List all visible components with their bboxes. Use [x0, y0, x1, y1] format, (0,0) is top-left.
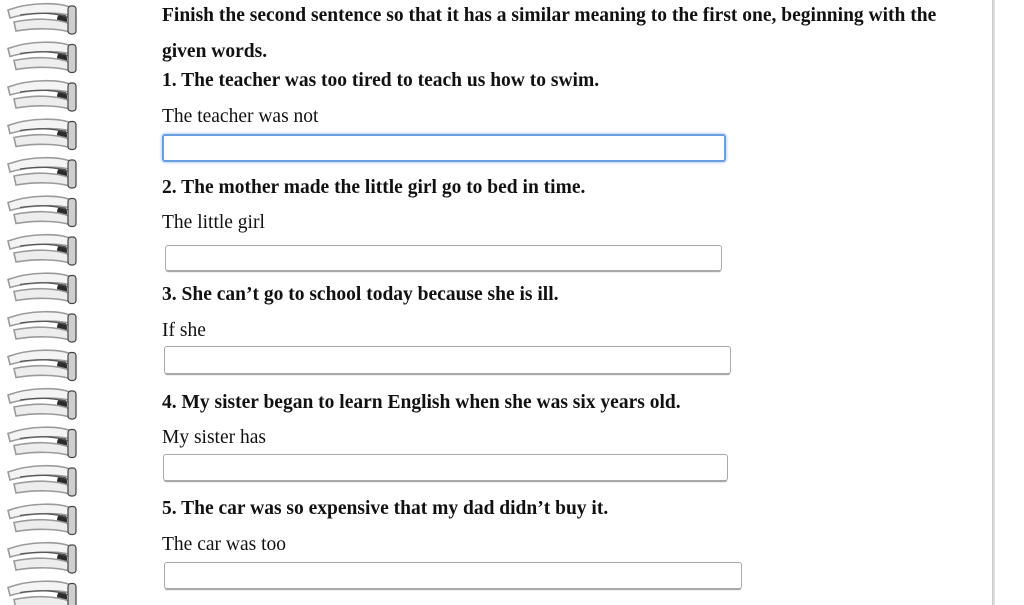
answer-input-5[interactable] [164, 562, 742, 589]
spiral-coil [8, 158, 76, 188]
spiral-coil [8, 466, 76, 496]
sentence-start-4: My sister has [162, 427, 266, 448]
page-edge [992, 0, 995, 605]
question-1: 1. The teacher was too tired to teach us how to swim. [162, 70, 600, 91]
spiral-coil [8, 235, 76, 265]
notebook-spiral-binding [0, 0, 90, 605]
spiral-coil [8, 543, 76, 573]
spiral-coil [8, 42, 76, 72]
spiral-coil [8, 427, 76, 457]
question-3: 3. She can’t go to school today because she is ill. [162, 284, 559, 305]
spiral-coil [8, 4, 76, 34]
answer-input-2[interactable] [165, 245, 722, 271]
spiral-coil [8, 389, 76, 419]
sentence-start-3: If she [162, 320, 206, 341]
spiral-coil [8, 196, 76, 226]
instructions-text: Finish the second sentence so that it has a similar meaning to the first one, beginning with the given words. [162, 5, 937, 62]
spiral-coil [8, 312, 76, 342]
spiral-coil [8, 119, 76, 149]
spiral-coil [8, 273, 76, 303]
spiral-coil [8, 81, 76, 111]
sentence-start-5: The car was too [162, 534, 286, 555]
sentence-start-1: The teacher was not [162, 106, 319, 127]
answer-input-3[interactable] [164, 346, 731, 374]
answer-input-4[interactable] [163, 454, 728, 481]
sentence-start-2: The little girl [162, 212, 265, 233]
question-5: 5. The car was so expensive that my dad didn’t buy it. [162, 498, 609, 519]
question-2: 2. The mother made the little girl go to bed in time. [162, 177, 586, 198]
spiral-coil [8, 504, 76, 534]
question-4: 4. My sister began to learn English when she was six years old. [162, 392, 681, 413]
spiral-coil [8, 350, 76, 380]
spiral-coil [8, 581, 76, 605]
answer-input-1[interactable] [162, 134, 726, 162]
